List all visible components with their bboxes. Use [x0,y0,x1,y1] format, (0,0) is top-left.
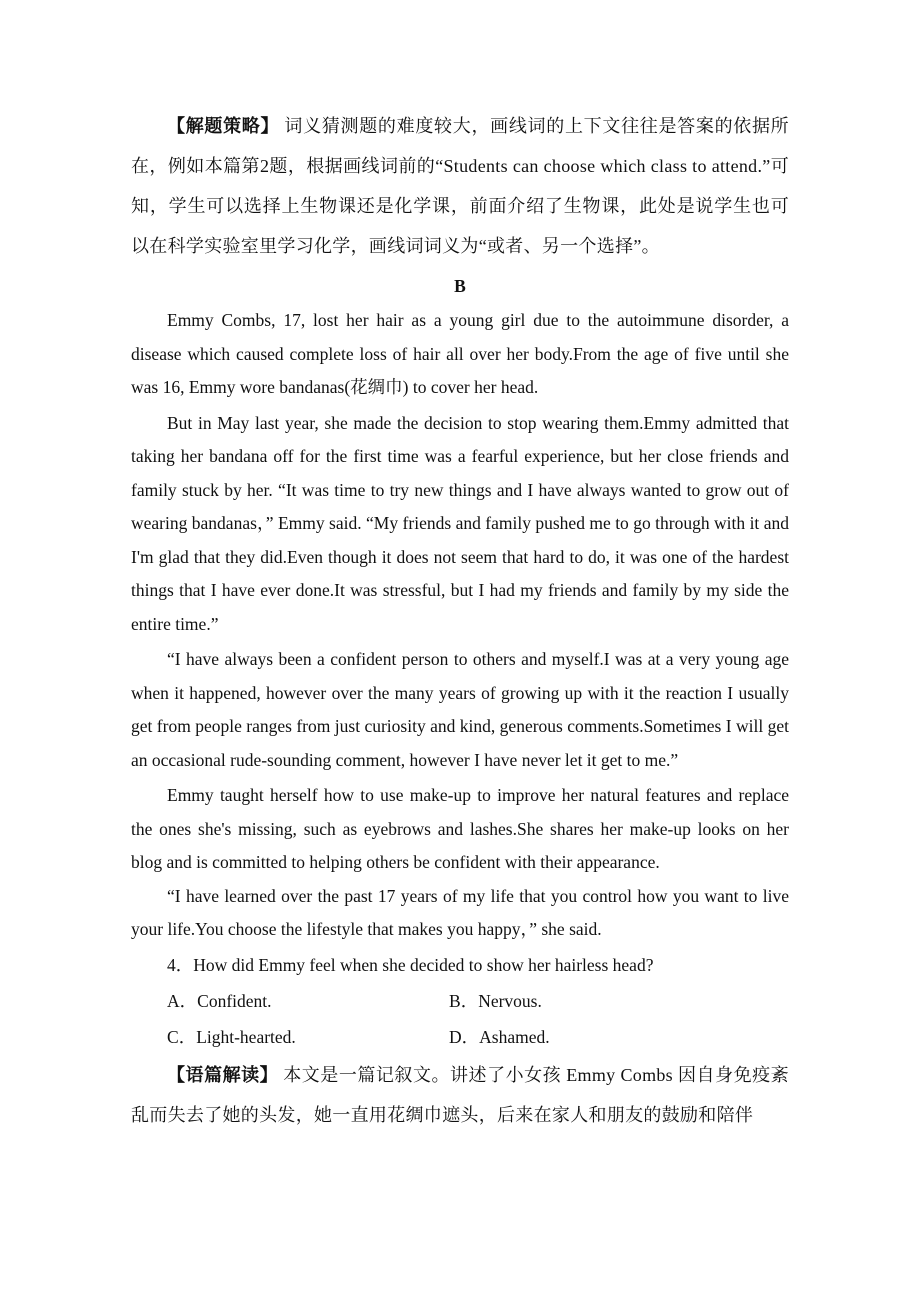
passage-paragraph-3: “I have always been a confident person to others and myself.I was at a very young age when it happened, however over the many years of growing up with it the reaction I usually get from people ranges from just curiosity and kind, generous comments.Sometimes I will get an occasional rude‑sounding comment, however I have never let it get to me.” [131,649,789,770]
passage-analysis [131,1055,789,1135]
answer-options [131,983,789,1055]
passage-paragraph-2: But in May last year, she made the decision to stop wearing them.Emmy admitted that taking her bandana off for the first time was a fearful experience, but her close friends and family stuck by her. “It was time to try new things and I have always wanted to grow out of wearing bandanas，” Emmy said. “My friends and family pushed me to go through with it and I'm glad that they did.Even though it does not seem that hard to do, it was one of the hardest things that I have ever done.It was stressful, but I had my friends and family by my side the entire time.” [131,412,789,634]
section-heading: B [454,276,466,296]
passage-paragraph-5: “I have learned over the past 17 years of my life that you control how you want to live your life.You choose the lifestyle that makes you happy，” she said. [131,885,789,939]
passage-paragraph-4: Emmy taught herself how to use make‑up to improve her natural features and replace the ones she's missing, such as eyebrows and lashes.She shares her make‑up looks on her blog and is committed to helping others be confident with their appearance. [131,785,789,872]
option-c: C．Light‑hearted. [167,1026,296,1047]
question-number: 4 [167,954,176,975]
analysis-text: 本文是一篇记叙文。讲述了小女孩 Emmy Combs 因自身免疫紊乱而失去了她的头发，她一直用花绸巾遮头，后来在家人和朋友的鼓励和陪伴 [131,1064,789,1125]
document-page [131,106,789,1135]
passage-paragraph-1: Emmy Combs, 17, lost her hair as a young girl due to the autoimmune disorder, a disease which caused complete loss of hair all over her body.From the age of five until she was 16, Emmy wore bandanas(花绸巾) to cover her head. [131,310,789,397]
strategy-label: 【解题策略】 [167,116,280,136]
solving-strategy [131,106,789,266]
strategy-text: 词义猜测题的难度较大，画线词的上下文往往是答案的依据所在，例如本篇第2题，根据画线词前的“Students can choose which class to attend.”可知，学生可以选择上生物课还是化学课，前面介绍了生物课，此处是说学生也可以在科学实验室里学习化学，画线词词义为“或者、另一个选择”。 [131,116,789,256]
option-b: B．Nervous. [449,990,542,1011]
question: 4．How did Emmy feel when she decided to show her hairless head? [167,954,654,975]
question-text: How did Emmy feel when she decided to show her hairless head? [193,954,654,975]
option-d: D．Ashamed. [449,1026,550,1047]
option-a: A．Confident. [167,990,272,1011]
analysis-label: 【语篇解读】 [167,1064,279,1085]
